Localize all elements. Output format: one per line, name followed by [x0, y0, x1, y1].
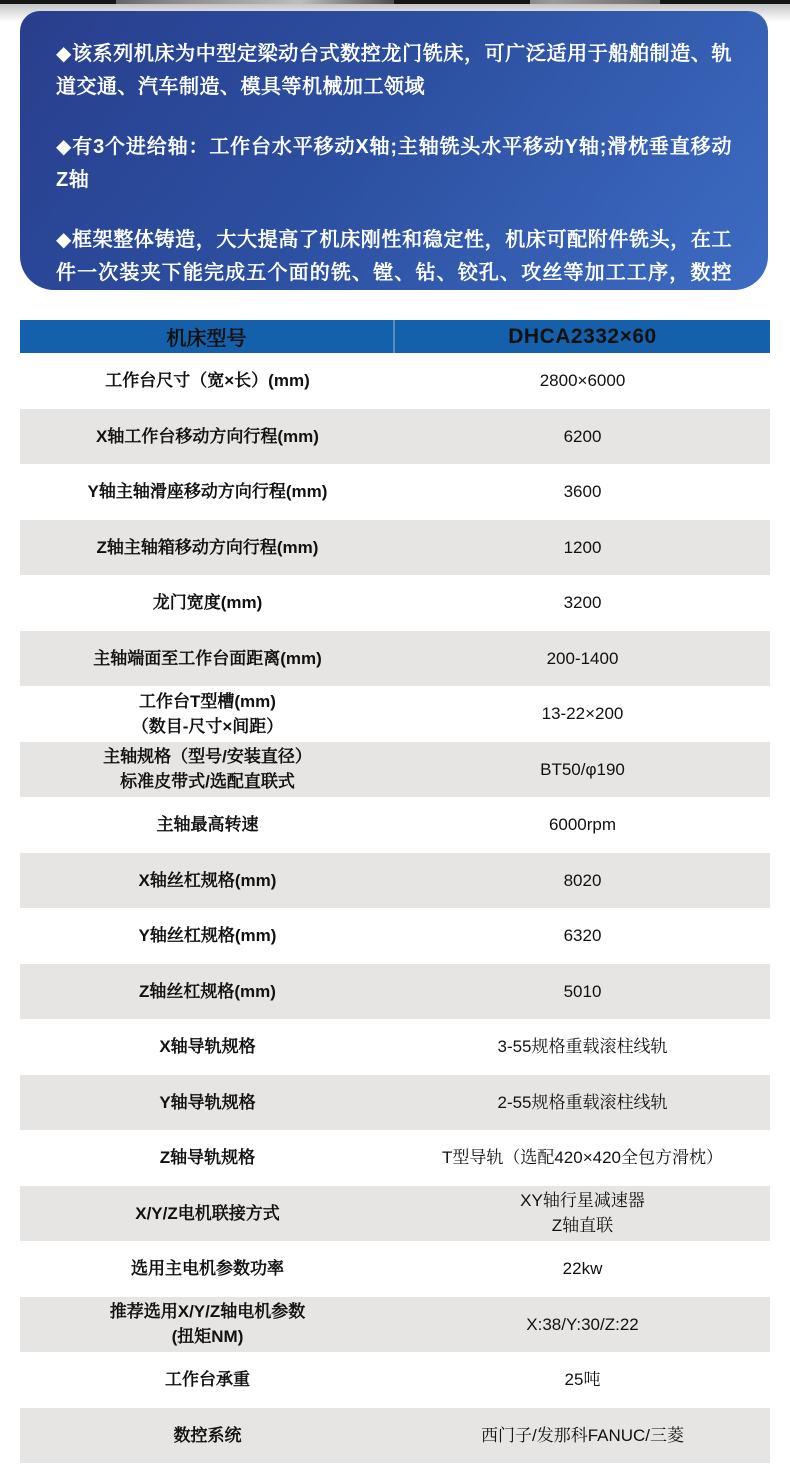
spec-value [395, 1075, 770, 1131]
table-row [20, 1408, 770, 1464]
spec-label [20, 742, 395, 798]
spec-label [20, 908, 395, 964]
table-row [20, 353, 770, 409]
spec-value-line: 13-22×200 [541, 704, 624, 724]
spec-label-line: 主轴规格（型号/安装直径） [103, 747, 312, 767]
header-model-value: DHCA2332×60 [508, 324, 657, 348]
spec-value [395, 1130, 770, 1186]
spec-value-line: XY轴行星减速器 [520, 1191, 645, 1211]
spec-value [395, 908, 770, 964]
spec-value-line: 8020 [563, 870, 602, 890]
spec-value [395, 520, 770, 576]
spec-value-line: 西门子/发那科FANUC/三菱 [480, 1425, 685, 1445]
spec-label [20, 520, 395, 576]
table-row [20, 409, 770, 465]
spec-label [20, 797, 395, 853]
table-row [20, 908, 770, 964]
spec-label-line: X轴导轨规格 [159, 1037, 256, 1057]
spec-value-line: 6000rpm [548, 815, 617, 835]
table-row [20, 631, 770, 687]
spec-label [20, 1408, 395, 1464]
spec-table-header [20, 320, 770, 353]
spec-value [395, 409, 770, 465]
spec-label-line: Z轴导轨规格 [159, 1148, 256, 1168]
spec-label [20, 964, 395, 1020]
spec-value [395, 964, 770, 1020]
spec-label [20, 1186, 395, 1242]
table-row [20, 1241, 770, 1297]
spec-label-line: 主轴最高转速 [156, 815, 259, 835]
spec-label-line: Z轴主轴箱移动方向行程(mm) [96, 537, 319, 557]
spec-label-line: 数控系统 [173, 1425, 242, 1445]
spec-label-line: 龙门宽度(mm) [152, 593, 263, 613]
spec-value-line: 3600 [563, 482, 602, 502]
header-param-label: 机床型号 [20, 320, 395, 353]
table-row [20, 686, 770, 742]
spec-value-line: 200-1400 [546, 648, 619, 668]
spec-value-line: 2800×6000 [539, 371, 626, 391]
spec-label [20, 631, 395, 687]
table-row [20, 464, 770, 520]
spec-value-line: X:38/Y:30/Z:22 [526, 1314, 639, 1334]
spec-value [395, 631, 770, 687]
spec-label [20, 464, 395, 520]
spec-label-line: 工作台尺寸（宽×长）(mm) [105, 371, 310, 391]
spec-label-line: X轴工作台移动方向行程(mm) [96, 426, 319, 446]
spec-label-line: Y轴丝杠规格(mm) [138, 926, 277, 946]
spec-value [395, 1408, 770, 1464]
spec-table [20, 320, 770, 1463]
spec-value [395, 686, 770, 742]
spec-value [395, 1186, 770, 1242]
spec-label-line: 工作台承重 [165, 1370, 250, 1390]
spec-value [395, 1297, 770, 1353]
feature-bullet-3: ◆框架整体铸造，大大提高了机床刚性和稳定性，机床可配附件铣头，在工件一次装夹下能完成五个面的铣、镗、钻、铰孔、攻丝等加工工序，数控系统控制可实现三轴联动，实现轮廓铣削 [56, 229, 732, 317]
spec-label [20, 1241, 395, 1297]
spec-value-line: T型导轨（选配420×420全包方滑枕） [441, 1148, 724, 1168]
spec-label [20, 409, 395, 465]
spec-value-line: 1200 [563, 537, 602, 557]
table-row [20, 742, 770, 798]
spec-label [20, 1297, 395, 1353]
spec-value [395, 742, 770, 798]
spec-value-line: Z轴直联 [551, 1216, 614, 1236]
spec-label [20, 575, 395, 631]
table-row [20, 1019, 770, 1075]
spec-label-line: Z轴丝杠规格(mm) [139, 981, 276, 1001]
table-row [20, 1186, 770, 1242]
spec-value [395, 1241, 770, 1297]
table-row [20, 1075, 770, 1131]
spec-label [20, 686, 395, 742]
spec-value-line: 6200 [563, 426, 602, 446]
feature-bullet-2: ◆有3个进给轴：工作台水平移动X轴;主轴铣头水平移动Y轴;滑枕垂直移动Z轴 [56, 136, 732, 191]
feature-bullet-1: ◆该系列机床为中型定梁动台式数控龙门铣床，可广泛适用于船舶制造、轨道交通、汽车制造、模具等机械加工领域 [56, 43, 732, 98]
spec-value-line: 6320 [563, 926, 602, 946]
spec-value [395, 464, 770, 520]
spec-value [395, 1352, 770, 1408]
spec-value-line: 22kw [562, 1259, 603, 1279]
table-row [20, 1352, 770, 1408]
table-row [20, 1297, 770, 1353]
spec-label [20, 1130, 395, 1186]
spec-label-line: Y轴主轴滑座移动方向行程(mm) [87, 482, 328, 502]
spec-value [395, 353, 770, 409]
spec-table-body [20, 353, 770, 1463]
spec-label [20, 853, 395, 909]
table-row [20, 964, 770, 1020]
spec-label-line: 选用主电机参数功率 [131, 1259, 284, 1279]
spec-label-line: X/Y/Z电机联接方式 [135, 1203, 280, 1223]
spec-label-line: X轴丝杠规格(mm) [138, 870, 277, 890]
spec-value [395, 575, 770, 631]
spec-value-line: 2-55规格重载滚柱线轨 [497, 1092, 668, 1112]
table-row [20, 520, 770, 576]
spec-label-line: 主轴端面至工作台面距离(mm) [93, 648, 322, 668]
spec-label [20, 353, 395, 409]
spec-value-line: BT50/φ190 [540, 759, 625, 779]
spec-label-line: (扭矩NM) [171, 1327, 244, 1347]
table-row [20, 575, 770, 631]
table-row [20, 1130, 770, 1186]
spec-value [395, 853, 770, 909]
feature-intro-card [20, 11, 768, 317]
spec-label-line: 推荐选用X/Y/Z轴电机参数 [109, 1302, 306, 1322]
spec-label-line: 标准皮带式/选配直联式 [120, 772, 295, 792]
spec-label [20, 1352, 395, 1408]
spec-label-line: Y轴导轨规格 [159, 1092, 256, 1112]
spec-label [20, 1019, 395, 1075]
spec-value-line: 3-55规格重载滚柱线轨 [497, 1037, 668, 1057]
spec-value-line: 5010 [563, 981, 602, 1001]
spec-label [20, 1075, 395, 1131]
table-row [20, 853, 770, 909]
spec-label-line: 工作台T型槽(mm) [139, 691, 276, 711]
table-row [20, 797, 770, 853]
spec-value-line: 25吨 [564, 1370, 601, 1390]
spec-value [395, 1019, 770, 1075]
spec-label-line: （数目-尺寸×间距） [131, 716, 284, 736]
spec-value [395, 797, 770, 853]
spec-value-line: 3200 [563, 593, 602, 613]
